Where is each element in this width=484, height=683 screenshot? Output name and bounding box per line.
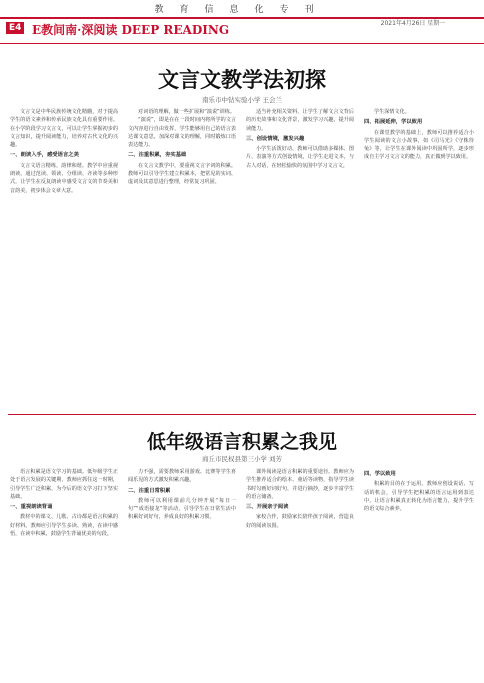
section-heading: 一、重视朗读背诵 [10, 504, 53, 511]
article1-column-4 [364, 108, 474, 408]
issue-date: 2021年4月26日 星期一 [380, 20, 446, 27]
paragraph: 适当补充相关资料，让学生了解文言文背后的历史故事和文化背景，激发学习兴趣，提升阅读能力。 [246, 109, 354, 132]
section-heading: 二、注重积累，夯实基础 [128, 152, 187, 159]
paragraph: “演说”，即是在在一段时间内将所学的文言文内容进行自由发挥，学生能够用自己的语言表达课文意思，加深对课文的理解，同时锻炼口语表达能力。 [128, 117, 236, 149]
article1-column-3 [246, 108, 354, 408]
paragraph: 学生深情文化。 [374, 109, 410, 115]
article1-column-1 [10, 108, 118, 408]
article1-column-2 [128, 108, 236, 408]
section-heading: 二、注重日常积累 [128, 487, 171, 494]
paragraph: 在课堂教学的基础上，教师可以推荐适合小学生阅读的文言小故事，如《司马光》《守株待兔》等，让学生在课外阅读中巩固所学，逐步形成自主学习文言文的能力，真正做到学以致用。 [364, 129, 474, 161]
paragraph: 小学生活泼好动，教师可以借助多媒体、图片、表演等方式创设情境，让学生走进文本，与古人对话，在轻松愉快的氛围中学习文言文。 [246, 146, 354, 169]
article2-title: 低年级语言积累之我见 [146, 431, 337, 453]
section-heading: 三、创设情境，激发兴趣 [246, 135, 305, 142]
article1-title: 文言文教学法初探 [158, 67, 326, 92]
paragraph: 积累的目的在于运用。教师应创设说话、写话的机会，引导学生把积累的语言运用到表达中，让语言积累真正转化为语言能力，提升学生的语文综合素养。 [364, 481, 474, 513]
section-heading: 四、学以致用 [364, 471, 396, 477]
section-heading: 一、朗读入手，感受语言之美 [10, 152, 79, 159]
paragraph: 语言积累是语文学习的基础。低年级学生正处于语言发展的关键期，教师应抓住这一时期，引导学生广泛积累，为今后的语文学习打下坚实基础。 [10, 469, 118, 500]
article2-column-1 [10, 468, 118, 678]
publication-brand: 教育信息化专刊 [154, 4, 330, 15]
article2-column-3 [246, 468, 354, 678]
section-header [0, 17, 484, 44]
paragraph: 文言文语言精练，韵律和谐。教学中应重视朗读，通过范读、领读、分组读、齐读等多种形式，让学生在反复朗读中感受文言文的节奏美和音韵美，初步体会文章大意。 [10, 162, 118, 194]
article2-column-2 [128, 468, 236, 678]
article-divider [8, 414, 476, 415]
masthead-strip [0, 0, 484, 16]
page-number-badge: E4 [6, 22, 24, 34]
paragraph: 文言文是中华民族传统文化精髓，对于提高学生的语文素养和传承民族文化具有重要作用。在小学阶段学习文言文，可以让学生掌握初步的文言知识，提升阅读能力，培养对古代文化的兴趣。 [10, 109, 118, 149]
article2-column-4 [364, 468, 474, 678]
paragraph: 教师可以利用课前几分钟开展“每日一句”“成语接龙”等活动，引导学生在日常生活中积累好词好句，养成良好的积累习惯。 [128, 497, 236, 521]
column-title: E教间南·深阅读 DEEP READING [32, 23, 230, 37]
paragraph: 力不强，需要教师采用游戏、比赛等学生喜闻乐见的方式激发积累兴趣。 [128, 469, 236, 484]
section-heading: 三、开展亲子阅读 [246, 504, 289, 511]
paragraph: 在文言文教学中，要重视文言字词的积累。教师可以引导学生建立积累本，把常见的实词、虚词及其意思进行整理，经常复习巩固。 [128, 162, 236, 186]
section-heading: 四、拓展延伸，学以致用 [364, 119, 423, 126]
paragraph: 教材中的课文、儿歌、古诗都是语言积累的好材料。教师应引导学生多读、熟读，在读中感悟，在读中积累，鼓励学生背诵优美的句段。 [10, 514, 118, 538]
paragraph: 家校合作，鼓励家长陪伴孩子阅读，营造良好的阅读氛围。 [246, 514, 354, 529]
paragraph: 课外阅读是语言积累的重要途径。教师应为学生推荐适合的绘本、童话等读物，指导学生读书时勾画好词好句，并进行摘抄，逐步丰富学生的语言储备。 [246, 469, 354, 500]
article2-byline: 商丘市民权县第三小学 刘芳 [201, 455, 283, 463]
paragraph: 对词语的理解，做一些扩展和“演说”训练。 [138, 109, 235, 115]
article1-byline: 南乐市中钻实验小学 王会兰 [201, 96, 283, 104]
